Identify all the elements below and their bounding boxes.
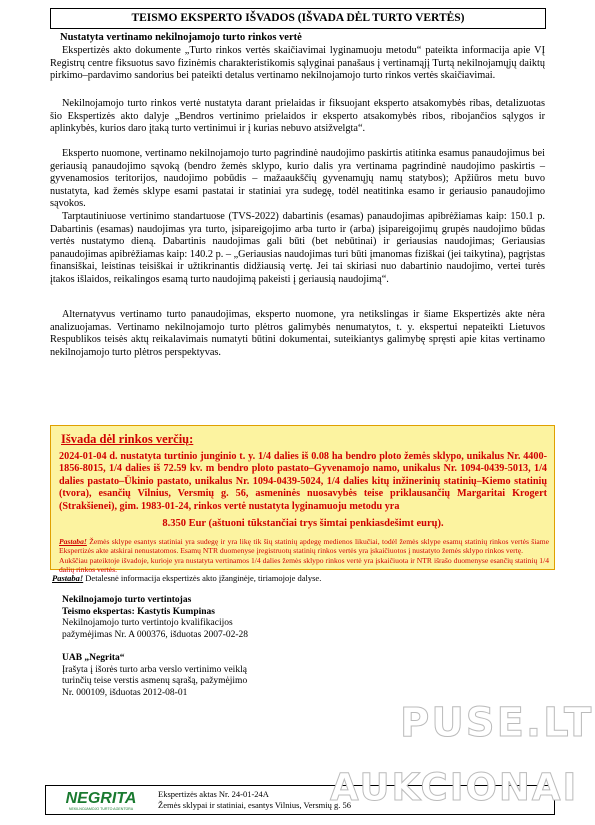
detail-note-text: Detalesnė informacija ekspertizės akto įžanginėje, tiriamojoje dalyse. <box>83 573 322 583</box>
watermark-label: AUKCIONAI <box>330 766 579 809</box>
paragraph-2: Nekilnojamojo turto rinkos vertė nustatyta darant prielaidas ir fiksuojant eksperto atsakomybės ribas, detalizuotas šio Ekspertizės akto dalyje „Bendros vertinimo prielaidos ir eksperto atsakomybės ribos, ribojančios sąlygos ir aplinkybės, kurios daro įtaką turto vertinimui ir į kurias nebuvo atsižvelgta“. <box>50 98 545 134</box>
signature-block <box>62 595 248 641</box>
note-label: Pastaba! <box>59 537 87 546</box>
note-text-2: Aukščiau pateiktoje išvadoje, kurioje yra nustatyta vertinamos 1/4 dalies žemės sklypo rinkos vertė yra įskaičiuota ir NTR išrašo duomenyse esančių statinių 1/4 dalių rinkos vertės. <box>59 555 549 575</box>
section-header: TEISMO EKSPERTO IŠVADOS (IŠVADA DĖL TURTO VERTĖS) <box>50 8 546 29</box>
detail-note <box>52 573 321 583</box>
conclusion-body: 2024-01-04 d. nustatyta turtinio junginio t. y. 1/4 dalies iš 0.08 ha bendro ploto žemės sklypo, unikalus Nr. 4400-1856-8015, 1/4 dalies iš 72.59 kv. m bendro ploto pastato–Gyvenamojo namo, unikalus Nr. 1094-0439-5013, 1/4 dalies pastato–Ūkinio pastato, unikalus Nr. 1094-0439-5024, 1/4 dalies kitų inžinerinių statinių–Kiemo statinių (tvora), esančių Vilnius, Versmių g. 56, asmeninės nuosavybės teise priklausančių Margaritai Krogert (Strakšienei), gim. 1983-01-24, rinkos vertė nustatyta lyginamuoju metodu yra <box>59 451 547 512</box>
conclusion-box <box>50 425 555 575</box>
note-text: Žemės sklype esantys statiniai yra sudegę ir yra likę tik šių statinių apdegę medienos likučiai, todėl žemės sklype esamų statinių rinkos vertės šiame Ekspertizės akte atskirai nenustatomos. Esamų NTR duomenyse įregistruotų statinių rinkos vertės yra įskaičiuotos į nustatyto žemės sklypo rinkos vertę. <box>59 537 549 556</box>
paragraph-1: Ekspertizės akto dokumente „Turto rinkos vertės skaičiavimai lyginamuoju metodu“ pateikta informacija apie VĮ Registrų centre fiksuotus savo fizinėmis charakteristikomis sąlyginai panašaus į vertinamąjį Turtą nekilnojamųjų daiktų pirkimo–pardavimo sandorius bei pateikti detalus vertinamo nekilnojamojo turto rinkos vertės skaičiavimai. <box>50 45 545 81</box>
footer-property: Žemės sklypai ir statiniai, esantys Vilnius, Versmių g. 56 <box>158 800 352 810</box>
paragraph-4: Tarptautiniuose vertinimo standartuose (TVS-2022) dabartinis (esamas) panaudojimas apibrėžiamas kaip: 150.1 p. Dabartinis (esamas) naudojimas yra turto, įsipareigojimo arba turto ir (arba) įsipareigojimų grupės naudojimo būdas vertės nustatymo dieną. Dabartinis naudojimas gali būti (bet nebūtinai) ir geriausias naudojimas; Geriausias panaudojimas apibrėžiamas kaip: 140.2 p. – „Geriausias naudojimas turi būti įmanomas fiziškai (jei taikytina), pagrįstas finansiškai, leistinas teisiškai ir užtikrinantis didžiausią vertę. Jei tai skiriasi nuo dabartinio naudojimo, vertei turės įtakos išlaidos, reikalingos esamą turto naudojimą pakeisti į geriausią naudojimą“. <box>50 211 545 285</box>
conclusion-note <box>59 537 549 575</box>
conclusion-value: 8.350 Eur (aštuoni tūkstančiai trys šimtai penkiasdešimt eurų). <box>162 518 444 529</box>
watermark-site: PUSE.LT <box>400 700 594 746</box>
company-line-1: Įrašyta į išorės turto arba verslo vertinimo veiklą <box>62 664 247 675</box>
section-subtitle: Nustatyta vertinamo nekilnojamojo turto rinkos vertė <box>60 32 302 43</box>
signature-qualification: Nekilnojamojo turto vertintojo kvalifikacijos <box>62 618 233 628</box>
conclusion-title: Išvada dėl rinkos verčių: <box>61 432 194 446</box>
company-line-2: turinčių teise verstis asmenų sąrašą, pažymėjimo <box>62 676 248 686</box>
signature-expert: Teismo ekspertas: Kastytis Kumpinas <box>62 606 215 617</box>
logo-text: NEGRITA <box>65 790 137 807</box>
footer-text <box>158 789 351 811</box>
logo-subtext: NEKILNOJAMOJO TURTO AGENTŪRA <box>68 807 134 811</box>
company-name: UAB „Negrita“ <box>62 653 125 663</box>
company-block <box>62 653 247 699</box>
footer-act-number: Ekspertizės aktas Nr. 24-01-24A <box>158 789 269 799</box>
paragraph-5: Alternatyvus vertinamo turto panaudojimas, eksperto nuomone, yra netikslingas ir šiame Ekspertizės akte nėra analizuojamas. Vertinamo nekilnojamojo turto plėtros galimybės nenumatytos, t. y. ekspertui nepateikti Lietuvos Respublikos teisės aktų reikalavimais numatyti būtini dokumentai, suteikiantys galimybę spręsti apie kitas vertinamo nekilnojamojo turto plėtros perspektyvas. <box>50 309 545 358</box>
signature-role: Nekilnojamojo turto vertintojas <box>62 595 192 605</box>
signature-certificate: pažymėjimas Nr. A 000376, išduotas 2007-02-28 <box>62 629 249 640</box>
company-line-3: Nr. 000109, išduotas 2012-08-01 <box>62 687 188 698</box>
paragraph-3: Eksperto nuomone, vertinamo nekilnojamojo turto pagrindinė naudojimo paskirtis atitinka esamus panaudojimus bei geriausią panaudojimo sąvoką (bendro žemės sklypo, kurio dalis yra vertinama pagrindinė naudojimo paskirtis – gyvenamosios teritorijos, naudojimo pobūdis – mažaaukščių gyvenamųjų namų statybos); Apžiūros metu buvo nustatyta, kad žemės sklype esami pastatai ir statiniai yra sudegę, todėl neatitinka esamo ir geriausio panaudojimo sąvokos. <box>50 148 545 209</box>
detail-note-label: Pastaba! <box>52 573 84 583</box>
negrita-logo <box>48 788 154 812</box>
